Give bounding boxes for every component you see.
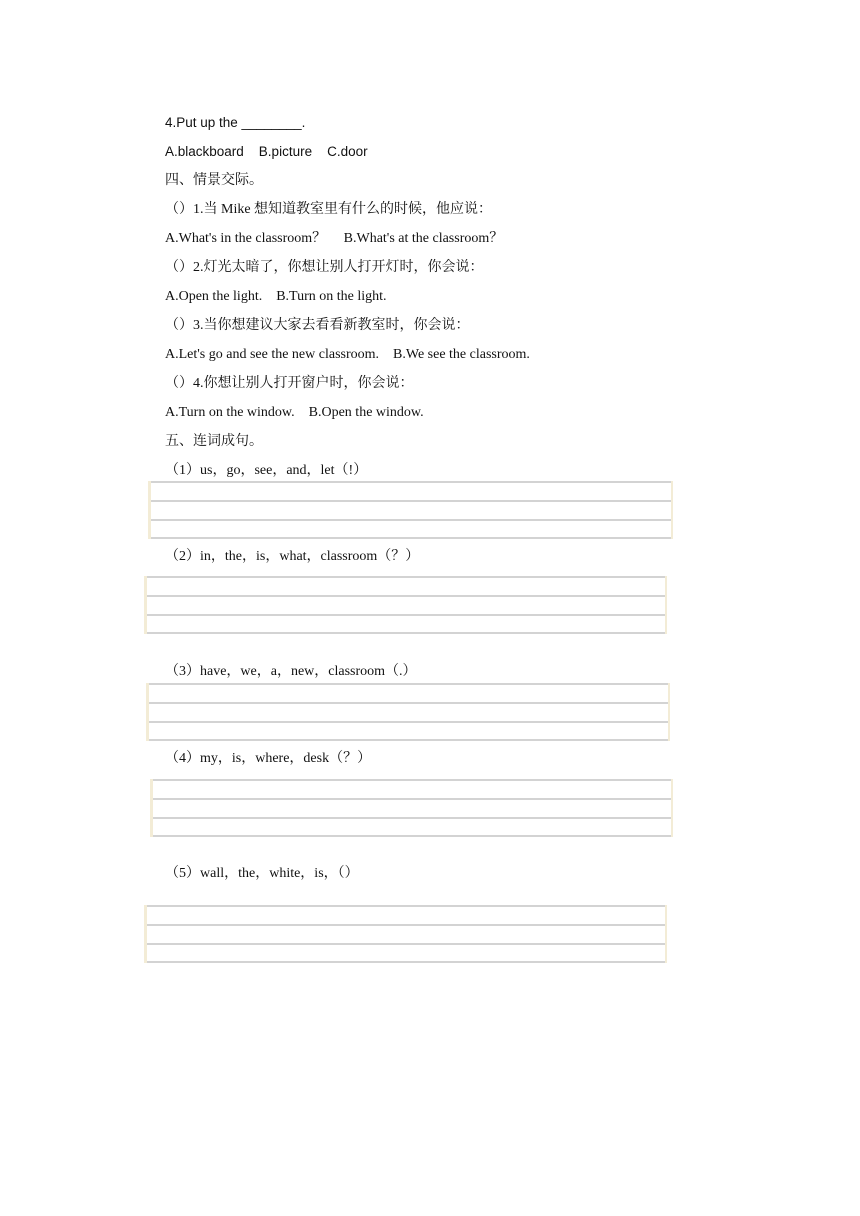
section-4-question-1: （）1.当 Mike 想知道教室里有什么的时候，他应说： <box>165 202 493 217</box>
writing-rule <box>151 500 671 502</box>
section-4-options-2: A.Open the light. B.Turn on the light. <box>165 289 387 304</box>
writing-lines-1[interactable] <box>148 481 673 539</box>
writing-rule <box>147 961 665 963</box>
writing-lines-3[interactable] <box>146 683 670 741</box>
writing-rule <box>151 537 671 539</box>
section-5-prompt-2: （2）in，the，is，what，classroom（？） <box>165 549 420 564</box>
writing-rule <box>147 632 665 634</box>
section-5-prompt-5: （5）wall，the，white，is，（） <box>165 866 359 881</box>
question-4-options: A.blackboard B.picture C.door <box>165 144 368 159</box>
writing-rule <box>149 702 668 704</box>
writing-rule <box>149 739 668 741</box>
section-4-options-3: A.Let's go and see the new classroom. B.We see the classroom. <box>165 347 530 362</box>
section-5-heading: 五、连词成句。 <box>165 434 263 449</box>
section-5-prompt-4: （4）my，is，where，desk（？） <box>165 751 372 766</box>
writing-rule <box>151 481 671 483</box>
writing-rule <box>147 614 665 616</box>
writing-rule <box>151 519 671 521</box>
writing-lines-4[interactable] <box>150 779 673 837</box>
section-4-options-1: A.What's in the classroom？ B.What's at the classroom？ <box>165 231 504 246</box>
writing-rule <box>153 817 671 819</box>
writing-rule <box>147 576 665 578</box>
section-4-options-4: A.Turn on the window. B.Open the window. <box>165 405 424 420</box>
writing-rule <box>149 721 668 723</box>
section-4-question-3: （）3.当你想建议大家去看看新教室时，你会说： <box>165 318 470 333</box>
section-5-prompt-1: （1）us，go，see，and，let（!） <box>165 463 368 478</box>
writing-rule <box>153 779 671 781</box>
writing-rule <box>147 905 665 907</box>
writing-rule <box>147 595 665 597</box>
section-4-question-2: （）2.灯光太暗了，你想让别人打开灯时，你会说： <box>165 260 484 275</box>
writing-rule <box>153 798 671 800</box>
section-5-prompt-3: （3）have，we，a，new，classroom（.） <box>165 664 417 679</box>
section-4-question-4: （）4.你想让别人打开窗户时，你会说： <box>165 376 414 391</box>
writing-rule <box>153 835 671 837</box>
writing-rule <box>149 683 668 685</box>
writing-rule <box>147 943 665 945</box>
section-4-heading: 四、情景交际。 <box>165 173 263 188</box>
writing-rule <box>147 924 665 926</box>
writing-lines-5[interactable] <box>144 905 667 963</box>
writing-lines-2[interactable] <box>144 576 667 634</box>
question-4: 4.Put up the ________. <box>165 115 306 130</box>
